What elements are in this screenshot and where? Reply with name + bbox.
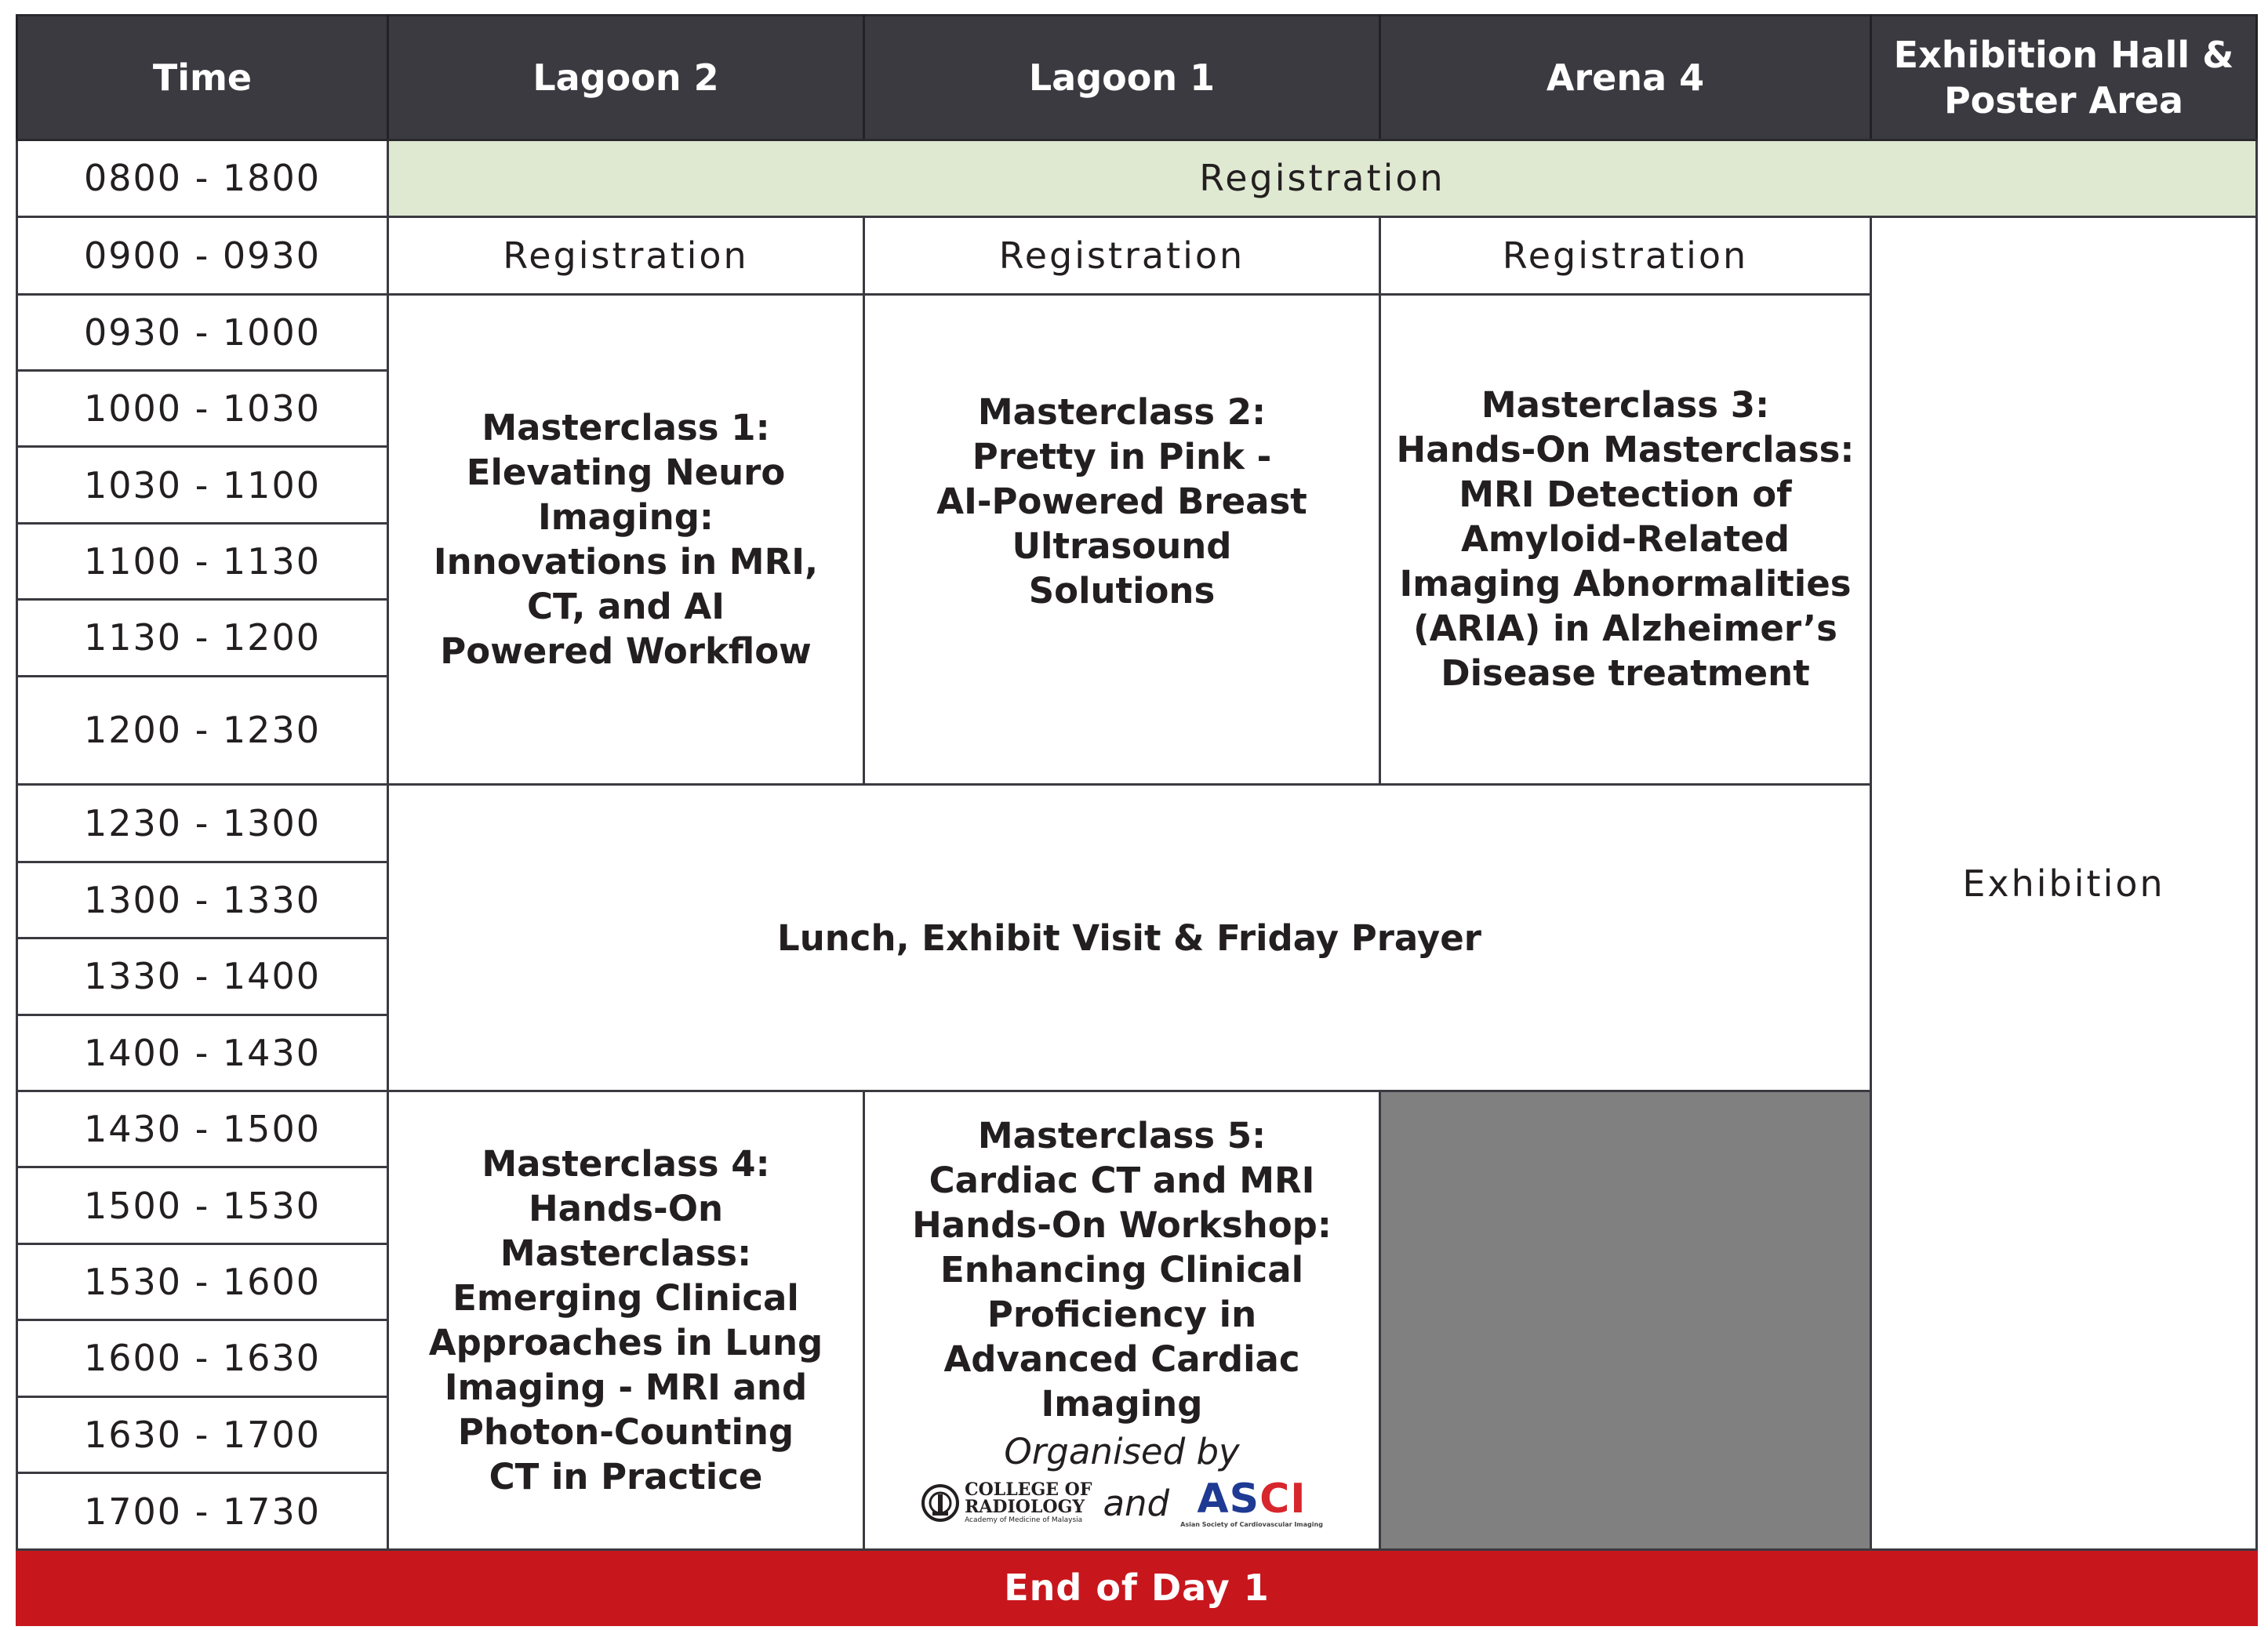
asci-logo — [1180, 1475, 1323, 1528]
header-exhibition-line-1: Exhibition Hall & — [1893, 33, 2234, 76]
header-arena-4: Arena 4 — [1380, 16, 1871, 140]
blocked-slot — [1380, 1091, 1871, 1550]
time-cell: 1030 - 1100 — [17, 447, 388, 523]
mc4-line: CT in Practice — [489, 1456, 763, 1498]
mc3-line: Masterclass 3: — [1481, 384, 1770, 427]
header-lagoon-2: Lagoon 2 — [388, 16, 864, 140]
mc1-line: Powered Workflow — [440, 630, 812, 672]
masterclass-2 — [864, 294, 1380, 785]
mc5-line: Masterclass 5: — [977, 1114, 1267, 1156]
time-cell: 1000 - 1030 — [17, 370, 388, 446]
registration-lagoon-2: Registration — [388, 217, 864, 294]
mc5-line: Advanced Cardiac — [943, 1338, 1300, 1380]
mc5-line: Imaging — [1041, 1382, 1203, 1425]
time-cell: 1100 - 1130 — [17, 523, 388, 599]
table-row — [17, 140, 2257, 216]
college-of-radiology-logo — [921, 1481, 1092, 1525]
asci-logo-sub: Asian Society of Cardiovascular Imaging — [1180, 1520, 1323, 1528]
registration-arena-4: Registration — [1380, 217, 1871, 294]
college-seal-icon — [921, 1483, 960, 1523]
mc3-line: Disease treatment — [1441, 652, 1810, 695]
mc1-line: Imaging: — [538, 496, 714, 538]
time-cell: 0900 - 0930 — [17, 217, 388, 294]
mc4-line: Masterclass 4: — [482, 1143, 770, 1185]
time-cell: 1630 - 1700 — [17, 1396, 388, 1472]
header-row — [17, 16, 2257, 140]
mc2-line: AI-Powered Breast — [936, 480, 1307, 522]
time-cell: 1430 - 1500 — [17, 1091, 388, 1167]
mc3-line: Amyloid-Related — [1461, 518, 1790, 561]
table-row — [17, 217, 2257, 294]
mc1-line: CT, and AI — [527, 585, 725, 627]
registration-all-day: Registration — [388, 140, 2257, 216]
schedule-table — [16, 14, 2258, 1626]
college-logo-sub: Academy of Medicine of Malaysia — [965, 1516, 1083, 1525]
masterclass-4 — [388, 1091, 864, 1550]
time-cell: 1530 - 1600 — [17, 1243, 388, 1320]
mc4-line: Emerging Clinical — [453, 1277, 799, 1320]
mc4-line: Photon-Counting — [457, 1411, 794, 1454]
and-label: and — [1103, 1482, 1170, 1524]
header-exhibition-hall — [1871, 16, 2257, 140]
mc4-line: Masterclass: — [500, 1232, 752, 1275]
registration-lagoon-1: Registration — [864, 217, 1380, 294]
header-time: Time — [17, 16, 388, 140]
time-cell: 0800 - 1800 — [17, 140, 388, 216]
mc3-line: Hands-On Masterclass: — [1396, 429, 1855, 471]
mc3-line: Imaging Abnormalities — [1399, 563, 1852, 605]
exhibition-cell: Exhibition — [1871, 217, 2257, 1550]
mc4-line: Imaging - MRI and — [444, 1367, 808, 1409]
mc4-line: Hands-On — [528, 1188, 724, 1230]
mc3-line: MRI Detection of — [1459, 474, 1792, 516]
mc5-line: Hands-On Workshop: — [912, 1203, 1332, 1246]
time-cell: 1330 - 1400 — [17, 938, 388, 1015]
time-cell: 1300 - 1330 — [17, 862, 388, 938]
time-cell: 1500 - 1530 — [17, 1167, 388, 1243]
time-cell: 1230 - 1300 — [17, 785, 388, 862]
mc2-line: Solutions — [1028, 569, 1216, 612]
mc2-line: Masterclass 2: — [977, 390, 1267, 433]
mc5-line: Enhancing Clinical — [940, 1248, 1304, 1291]
time-cell: 1130 - 1200 — [17, 600, 388, 676]
asci-wordmark: ASCI — [1197, 1475, 1307, 1523]
mc2-line: Pretty in Pink - — [972, 435, 1272, 477]
masterclass-3 — [1380, 294, 1871, 785]
college-logo-line-2: RADIOLOGY — [965, 1497, 1085, 1518]
time-cell: 1600 - 1630 — [17, 1320, 388, 1396]
mc1-line: Elevating Neuro — [466, 451, 786, 493]
end-of-day-banner: End of Day 1 — [17, 1550, 2257, 1625]
mc1-line: Innovations in MRI, — [433, 540, 819, 583]
mc3-line: (ARIA) in Alzheimer’s — [1413, 608, 1837, 650]
header-lagoon-1: Lagoon 1 — [864, 16, 1380, 140]
mc5-line: Cardiac CT and MRI — [929, 1159, 1315, 1201]
mc4-line: Approaches in Lung — [428, 1322, 823, 1364]
time-cell: 1400 - 1430 — [17, 1015, 388, 1091]
time-cell: 1200 - 1230 — [17, 676, 388, 785]
header-exhibition-line-2: Poster Area — [1943, 78, 2184, 122]
lunch-break: Lunch, Exhibit Visit & Friday Prayer — [388, 785, 1871, 1091]
mc2-line: Ultrasound — [1012, 525, 1232, 567]
time-cell: 1700 - 1730 — [17, 1473, 388, 1550]
time-cell: 0930 - 1000 — [17, 294, 388, 370]
mc1-line: Masterclass 1: — [482, 406, 770, 448]
organiser-logos — [876, 1475, 1368, 1528]
end-row — [17, 1550, 2257, 1625]
masterclass-5 — [864, 1091, 1380, 1550]
mc5-line: Proficiency in — [987, 1293, 1257, 1335]
college-logo-line-1: COLLEGE OF — [965, 1479, 1092, 1501]
organised-by-label: Organised by — [1004, 1430, 1240, 1472]
masterclass-1 — [388, 294, 864, 785]
